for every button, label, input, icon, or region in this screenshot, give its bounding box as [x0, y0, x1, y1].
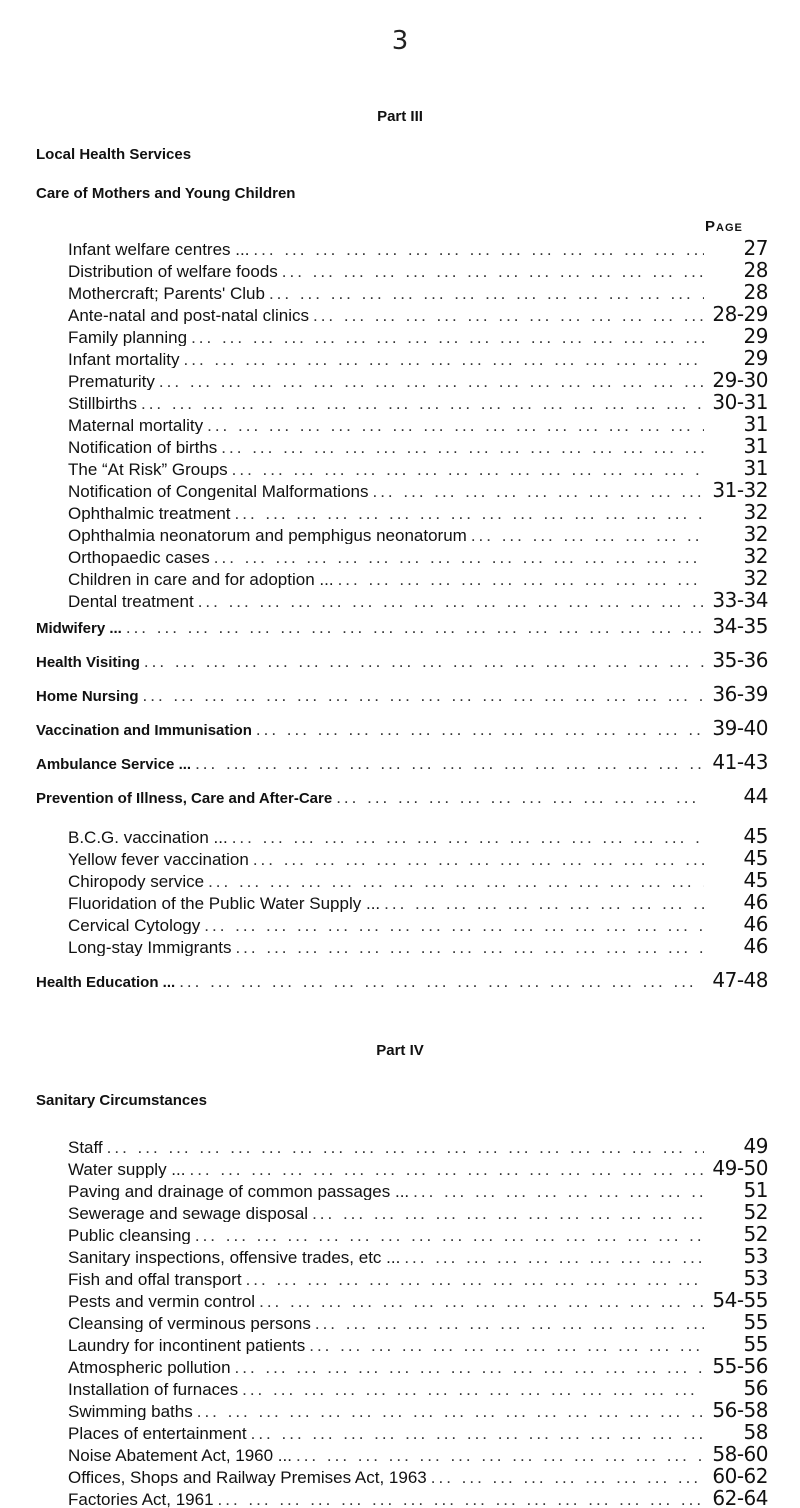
page-column-label: Page: [705, 218, 743, 235]
toc-page: 41-43: [712, 750, 768, 774]
toc-label: Orthopaedic cases: [68, 548, 210, 566]
toc-page: 32: [743, 522, 768, 544]
toc-row: [68, 1200, 768, 1222]
leader-dots: [144, 652, 704, 672]
leader-dots: [413, 1182, 704, 1200]
leader-dots: [141, 394, 704, 412]
toc-label: Children in care and for adoption ...: [68, 570, 334, 588]
toc-page: 56-58: [712, 1398, 768, 1420]
toc-label: Laundry for incontinent patients: [68, 1336, 306, 1354]
toc-row: [68, 846, 768, 868]
toc-label: Midwifery ...: [36, 620, 122, 637]
toc-page: 29: [743, 346, 768, 368]
toc-row: [68, 1156, 768, 1178]
toc-row: [36, 682, 768, 716]
page-number: 3: [391, 26, 409, 56]
leader-dots: [232, 828, 704, 846]
toc-page: 34-35: [712, 614, 768, 638]
toc-label: Ophthalmic treatment: [68, 504, 231, 522]
toc-page: 33-34: [712, 588, 768, 610]
toc-row: [68, 868, 768, 890]
toc-row: [68, 258, 768, 280]
toc-page: 28: [743, 258, 768, 280]
toc-row: [68, 478, 768, 500]
leader-dots: [253, 240, 704, 258]
toc-label: Notification of Congenital Malformations: [68, 482, 369, 500]
toc-row: [68, 544, 768, 566]
leader-dots: [232, 460, 704, 478]
leader-dots: [246, 1270, 704, 1288]
toc-row: [68, 1354, 768, 1376]
leader-dots: [253, 850, 704, 868]
toc-row: [68, 434, 768, 456]
part-iii-sub-items: [0, 236, 800, 610]
toc-row: [68, 824, 768, 846]
toc-page: 45: [743, 846, 768, 868]
toc-label: Notification of births: [68, 438, 218, 456]
toc-row: [68, 1398, 768, 1420]
leader-dots: [214, 548, 704, 566]
leader-dots: [208, 872, 704, 890]
leader-dots: [198, 592, 704, 610]
toc-page: 62-64: [712, 1486, 768, 1508]
toc-page: 53: [743, 1266, 768, 1288]
leader-dots: [242, 1380, 704, 1398]
toc-label: Prevention of Illness, Care and After-Care: [36, 790, 333, 807]
toc-label: Fluoridation of the Public Water Supply ...: [68, 894, 381, 912]
toc-page: 56: [743, 1376, 768, 1398]
toc-row: [68, 566, 768, 588]
leader-dots: [431, 1468, 704, 1486]
leader-dots: [471, 526, 704, 544]
toc-label: Noise Abatement Act, 1960 ...: [68, 1446, 292, 1464]
toc-row: [68, 588, 768, 610]
care-of-mothers-heading: Care of Mothers and Young Children: [36, 185, 296, 202]
toc-page: 35-36: [712, 648, 768, 672]
toc-page: 44: [743, 784, 768, 808]
toc-row: [36, 614, 768, 648]
leader-dots: [235, 504, 704, 522]
health-education-item: [0, 968, 800, 1002]
leader-dots: [313, 306, 704, 324]
part-iv-items: [0, 1134, 800, 1508]
toc-row: [68, 1222, 768, 1244]
toc-row: [68, 1486, 768, 1508]
toc-page: 28-29: [712, 302, 768, 324]
leader-dots: [195, 754, 704, 774]
toc-page: 54-55: [712, 1288, 768, 1310]
toc-page: 55-56: [712, 1354, 768, 1376]
leader-dots: [372, 482, 704, 500]
toc-page: 39-40: [712, 716, 768, 740]
toc-label: Cervical Cytology: [68, 916, 201, 934]
toc-row: [36, 750, 768, 784]
toc-label: Sanitary inspections, offensive trades, etc ...: [68, 1248, 401, 1266]
toc-label: Ophthalmia neonatorum and pemphigus neonatorum: [68, 526, 467, 544]
toc-page: 31: [743, 434, 768, 456]
toc-label: Atmospheric pollution: [68, 1358, 231, 1376]
toc-label: Ambulance Service ...: [36, 756, 192, 773]
toc-page: 53: [743, 1244, 768, 1266]
toc-row: [36, 968, 768, 1002]
toc-label: B.C.G. vaccination ...: [68, 828, 228, 846]
toc-page: 45: [743, 868, 768, 890]
leader-dots: [107, 1138, 704, 1156]
toc-row: [68, 346, 768, 368]
toc-label: Long-stay Immigrants: [68, 938, 232, 956]
toc-row: [68, 368, 768, 390]
toc-row: [68, 280, 768, 302]
toc-label: Paving and drainage of common passages ...: [68, 1182, 410, 1200]
toc-label: Dental treatment: [68, 592, 194, 610]
toc-label: Cleansing of verminous persons: [68, 1314, 311, 1332]
toc-label: Staff: [68, 1138, 103, 1156]
leader-dots: [336, 788, 704, 808]
toc-row: [68, 1288, 768, 1310]
leader-dots: [184, 350, 705, 368]
leader-dots: [282, 262, 704, 280]
toc-label: Prematurity: [68, 372, 155, 390]
toc-label: Fish and offal transport: [68, 1270, 242, 1288]
toc-page: 30-31: [712, 390, 768, 412]
toc-label: Stillbirths: [68, 394, 137, 412]
leader-dots: [312, 1204, 704, 1222]
leader-dots: [195, 1226, 704, 1244]
leader-dots: [179, 972, 704, 992]
toc-page: 47-48: [712, 968, 768, 992]
toc-row: [68, 1244, 768, 1266]
toc-label: Ante-natal and post-natal clinics: [68, 306, 309, 324]
leader-dots: [126, 618, 704, 638]
toc-label: The “At Risk” Groups: [68, 460, 228, 478]
toc-label: Yellow fever vaccination: [68, 850, 249, 868]
toc-page: 55: [743, 1310, 768, 1332]
toc-page: 60-62: [712, 1464, 768, 1486]
part-iv-title: Part IV: [376, 1042, 424, 1059]
toc-page: 49-50: [712, 1156, 768, 1178]
toc-page: 31: [743, 412, 768, 434]
leader-dots: [256, 720, 704, 740]
toc-page: 49: [743, 1134, 768, 1156]
leader-dots: [143, 686, 704, 706]
toc-label: Chiropody service: [68, 872, 205, 890]
leader-dots: [251, 1424, 704, 1442]
toc-row: [68, 1332, 768, 1354]
toc-page: 46: [743, 912, 768, 934]
leader-dots: [189, 1160, 704, 1178]
toc-page: 46: [743, 890, 768, 912]
toc-row: [68, 1310, 768, 1332]
toc-page: 31-32: [712, 478, 768, 500]
toc-row: [36, 716, 768, 750]
toc-page: 32: [743, 544, 768, 566]
toc-label: Home Nursing: [36, 688, 139, 705]
toc-row: [68, 1442, 768, 1464]
toc-row: [36, 648, 768, 682]
toc-page: 58: [743, 1420, 768, 1442]
toc-page: 32: [743, 566, 768, 588]
toc-row: [68, 912, 768, 934]
leader-dots: [235, 1358, 704, 1376]
toc-label: Installation of furnaces: [68, 1380, 239, 1398]
toc-page: 36-39: [712, 682, 768, 706]
toc-row: [68, 522, 768, 544]
toc-page: 28: [743, 280, 768, 302]
toc-row: [36, 784, 768, 818]
toc-page: 29: [743, 324, 768, 346]
toc-page: 52: [743, 1200, 768, 1222]
toc-label: Health Visiting: [36, 654, 140, 671]
toc-row: [68, 1420, 768, 1442]
toc-label: Maternal mortality: [68, 416, 204, 434]
leader-dots: [235, 938, 704, 956]
toc-label: Family planning: [68, 328, 188, 346]
leader-dots: [191, 328, 704, 346]
prevention-sub-items: [0, 824, 800, 956]
leader-dots: [221, 438, 704, 456]
toc-label: Mothercraft; Parents' Club: [68, 284, 265, 302]
toc-label: Infant welfare centres ...: [68, 240, 250, 258]
toc-row: [68, 890, 768, 912]
local-health-services-heading: Local Health Services: [36, 146, 192, 163]
toc-label: Health Education ...: [36, 974, 176, 991]
toc-row: [68, 456, 768, 478]
toc-page: 58-60: [712, 1442, 768, 1464]
sanitary-circumstances-heading: Sanitary Circumstances: [36, 1092, 207, 1109]
toc-label: Public cleansing: [68, 1226, 191, 1244]
toc-row: [68, 1134, 768, 1156]
toc-row: [68, 1178, 768, 1200]
part-iii-main-items: [0, 614, 800, 818]
toc-label: Pests and vermin control: [68, 1292, 256, 1310]
toc-label: Factories Act, 1961: [68, 1490, 214, 1508]
toc-page: 29-30: [712, 368, 768, 390]
toc-page: 32: [743, 500, 768, 522]
leader-dots: [384, 894, 704, 912]
toc-label: Sewerage and sewage disposal: [68, 1204, 309, 1222]
toc-row: [68, 1376, 768, 1398]
leader-dots: [207, 416, 704, 434]
leader-dots: [309, 1336, 704, 1354]
toc-page: 27: [743, 236, 768, 258]
toc-row: [68, 324, 768, 346]
toc-label: Infant mortality: [68, 350, 180, 368]
toc-row: [68, 412, 768, 434]
toc-row: [68, 1266, 768, 1288]
toc-row: [68, 1464, 768, 1486]
leader-dots: [338, 570, 704, 588]
toc-row: [68, 390, 768, 412]
leader-dots: [218, 1490, 704, 1508]
toc-label: Offices, Shops and Railway Premises Act, 1963: [68, 1468, 427, 1486]
leader-dots: [259, 1292, 704, 1310]
toc-page: 55: [743, 1332, 768, 1354]
toc-label: Vaccination and Immunisation: [36, 722, 252, 739]
leader-dots: [404, 1248, 704, 1266]
toc-page: 46: [743, 934, 768, 956]
leader-dots: [197, 1402, 704, 1420]
toc-page: 52: [743, 1222, 768, 1244]
leader-dots: [159, 372, 704, 390]
toc-page: 45: [743, 824, 768, 846]
toc-row: [68, 934, 768, 956]
part-iii-title: Part III: [377, 108, 423, 125]
toc-row: [68, 500, 768, 522]
toc-page: 31: [743, 456, 768, 478]
leader-dots: [204, 916, 704, 934]
toc-label: Swimming baths: [68, 1402, 193, 1420]
toc-label: Water supply ...: [68, 1160, 186, 1178]
toc-row: [68, 302, 768, 324]
toc-label: Places of entertainment: [68, 1424, 247, 1442]
leader-dots: [269, 284, 704, 302]
leader-dots: [296, 1446, 704, 1464]
toc-page: 51: [743, 1178, 768, 1200]
toc-row: [68, 236, 768, 258]
toc-label: Distribution of welfare foods: [68, 262, 278, 280]
